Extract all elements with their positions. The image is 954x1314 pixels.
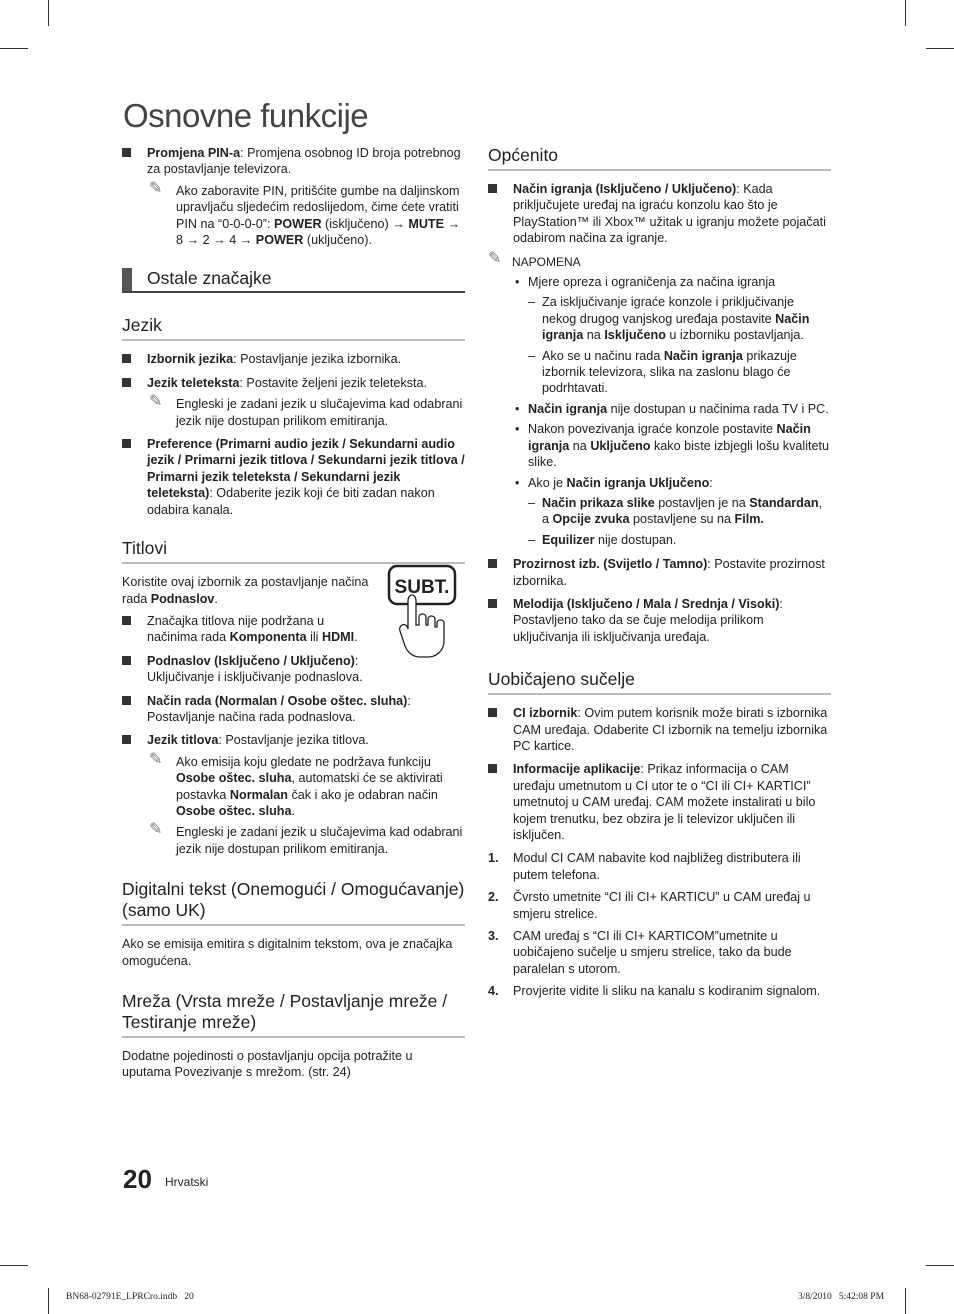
section-heading-opcenito: Općenito	[488, 145, 831, 171]
bullet-item: • Način igranja nije dostupan u načinima rada TV i PC.	[515, 401, 829, 416]
numbered-step: 4. Provjerite vidite li sliku na kanalu s kodiranim signalom.	[488, 984, 821, 999]
numbered-step: 3. CAM uređaj s “CI ili CI+ KARTICOM”umetnite u uobičajeno sučelje u smjeru strelice, tako da bude paralelan s utorom.	[488, 929, 792, 976]
bullet-item: • Mjere opreza i ograničenja za načina igranja	[515, 275, 776, 290]
pencil-icon: ✎	[149, 179, 163, 197]
crop-mark	[0, 48, 28, 49]
subt-button-illustration	[386, 563, 466, 659]
item-text: : Promjena osobnog ID broja potrebnog za postavljanje televizora.	[147, 146, 461, 177]
section-heading-sucelje: Uobičajeno sučelje	[488, 669, 831, 695]
bullet-square-icon	[122, 439, 131, 448]
page-title: Osnovne funkcije	[123, 97, 369, 134]
numbered-steps	[488, 850, 831, 999]
section-heading-ostale: Ostale značajke	[122, 268, 465, 293]
crop-mark	[905, 1288, 906, 1314]
paragraph: Koristite ovaj izbornik za postavljanje načina rada Podnaslov.	[122, 575, 369, 606]
note: ✎ Engleski je zadani jezik u slučajevima kad odabrani jezik nije dostupan prilikom emitiranja.	[149, 393, 463, 428]
list-item: Izbornik jezika: Postavljanje jezika izbornika.	[122, 351, 465, 367]
bullet-square-icon	[488, 599, 497, 608]
footer-file-name: BN68-02791E_LPRCro.indb 20	[66, 1292, 194, 1302]
bullet-square-icon	[122, 616, 131, 625]
list-item: Melodija (Isključeno / Mala / Srednja / Visoki): Postavljeno tako da se čuje melodija prilikom uključivanja ili isključivanja uređaja.	[488, 596, 831, 645]
titlovi-block	[122, 574, 372, 685]
bullet-square-icon	[488, 764, 497, 773]
list-item: Prozirnost izb. (Svijetlo / Tamno): Postavite prozirnost izbornika.	[488, 556, 831, 589]
dash-icon: –	[528, 295, 536, 310]
pencil-icon: ✎	[488, 249, 502, 267]
bullet-dot-icon: •	[515, 475, 520, 490]
bullet-item: • Nakon povezivanja igraće konzole postavite Način igranja na Uključeno kako biste izbjegli lošu kvalitetu slike.	[515, 422, 830, 470]
bullet-square-icon	[122, 735, 131, 744]
paragraph: Ako se emisija emitira s digitalnim tekstom, ova je značajka omogućena.	[122, 937, 453, 968]
section-heading-titlovi: Titlovi	[122, 538, 465, 564]
subt-label: SUBT.	[394, 577, 450, 598]
heading-bar-icon	[122, 268, 132, 291]
section-heading-jezik: Jezik	[122, 315, 465, 341]
bullet-square-icon	[122, 696, 131, 705]
list-item: Jezik titlova: Postavljanje jezika titlova.	[122, 732, 465, 748]
footer-timestamp: 3/8/2010 5:42:08 PM	[798, 1292, 885, 1302]
section-heading-digitalni: Digitalni tekst (Onemogući / Omogućavanje) (samo UK)	[122, 879, 465, 926]
note: ✎ Ako emisija koju gledate ne podržava funkciju Osobe oštec. sluha, automatski će se aktivirati postavka Normalan čak i ako je odabran način Osobe oštec. sluha.	[149, 750, 443, 818]
bullet-dot-icon: •	[515, 422, 520, 437]
crop-mark	[48, 0, 49, 26]
note: ✎ Ako zaboravite PIN, pritišćite gumbe na daljinskom upravljaču sljedećim redoslijedom, čime ćete vratiti PIN na “0-0-0-0”: POWER (isključeno) → MUTE → 8 → 2 → 4 → POWER (uključeno).	[149, 179, 461, 248]
dash-icon: –	[528, 532, 536, 547]
list-item: Način igranja (Isključeno / Uključeno): Kada priključujete uređaj na igraću konzolu kao što je PlayStation™ ili Xbox™ užitak u igranju možete pojačati odabirom načina za igranje.	[488, 181, 831, 247]
dash-item: – Za isključivanje igraće konzole i priključivanje nekog drugog vanjskog uređaja postavite Način igranja na Isključeno u izborniku postavljanja.	[528, 295, 810, 343]
bullet-dot-icon: •	[515, 401, 520, 416]
bullet-square-icon	[488, 708, 497, 717]
list-item	[122, 145, 465, 178]
bullet-square-icon	[122, 148, 131, 157]
dash-icon: –	[528, 495, 536, 510]
crop-mark	[48, 1288, 49, 1314]
bullet-square-icon	[488, 184, 497, 193]
list-item: Informacije aplikacije: Prikaz informacija o CAM uređaju umetnutom u CI utor te o “CI ili CI+ KARTICI” umetnutoj u CAM uređaj. CAM možete instalirati u bilo kojem trenutku, bez obzira je li televizor uključen ili isključen.	[488, 761, 831, 843]
bullet-square-icon	[122, 656, 131, 665]
pencil-icon: ✎	[149, 393, 163, 411]
bullet-square-icon	[122, 354, 131, 363]
section-heading-mreza: Mreža (Vrsta mreže / Postavljanje mreže / Testiranje mreže)	[122, 991, 465, 1038]
numbered-step: 1. Modul CI CAM nabavite kod najbližeg distributera ili putem telefona.	[488, 851, 801, 882]
crop-mark	[0, 1265, 28, 1266]
bullet-square-icon	[122, 378, 131, 387]
paragraph: Dodatne pojedinosti o postavljanju opcija potražite u uputama Povezivanje s mrežom. (str. 24)	[122, 1049, 413, 1080]
list-item: CI izbornik: Ovim putem korisnik može birati s izbornika CAM uređaja. Odaberite CI izbornik na temelju izbornika PC kartice.	[488, 705, 831, 754]
crop-mark	[926, 48, 954, 49]
item-label: Promjena PIN-a	[147, 146, 241, 160]
pencil-icon: ✎	[149, 750, 163, 768]
bullet-square-icon	[488, 559, 497, 568]
page-number: 20	[123, 1164, 152, 1194]
right-column	[488, 145, 831, 1006]
list-item: Značajka titlova nije podržana u načinima rada Komponenta ili HDMI.	[122, 613, 372, 646]
list-item: Jezik teleteksta: Postavite željeni jezik teleteksta.	[122, 375, 465, 391]
pencil-icon: ✎	[149, 821, 163, 839]
crop-mark	[905, 0, 906, 26]
language-label: Hrvatski	[165, 1175, 209, 1189]
list-item: Način rada (Normalan / Osobe oštec. sluha): Postavljanje načina rada podnaslova.	[122, 693, 465, 726]
numbered-step: 2. Čvrsto umetnite “CI ili CI+ KARTICU” u CAM uređaj u smjeru strelice.	[488, 890, 811, 921]
list-item: Preference (Primarni audio jezik / Sekundarni audio jezik / Primarni jezik titlova / Sekundarni jezik titlova / Primarni jezik teleteksta / Sekundarni jezik teleteksta): Odaberite jezik koji će biti zadan nakon odabira kanala.	[122, 436, 465, 518]
dash-item: – Equilizer nije dostupan.	[528, 532, 677, 547]
dash-item: – Ako se u načinu rada Način igranja prikazuje izbornik televizora, slika na zaslonu blago će podrhtavati.	[528, 348, 797, 396]
dash-icon: –	[528, 348, 536, 363]
note-heading: ✎ NAPOMENA	[488, 249, 581, 269]
dash-item: – Način prikaza slike postavljen je na Standardan, a Opcije zvuka postavljene su na Film.	[528, 495, 823, 527]
bullet-item: • Ako je Način igranja Uključeno:	[515, 475, 713, 490]
bullet-dot-icon: •	[515, 275, 520, 290]
crop-mark	[926, 1265, 954, 1266]
list-item: Podnaslov (Isključeno / Uključeno): Uključivanje i isključivanje podnaslova.	[122, 653, 372, 686]
note: ✎ Engleski je zadani jezik u slučajevima kad odabrani jezik nije dostupan prilikom emitiranja.	[149, 821, 463, 856]
